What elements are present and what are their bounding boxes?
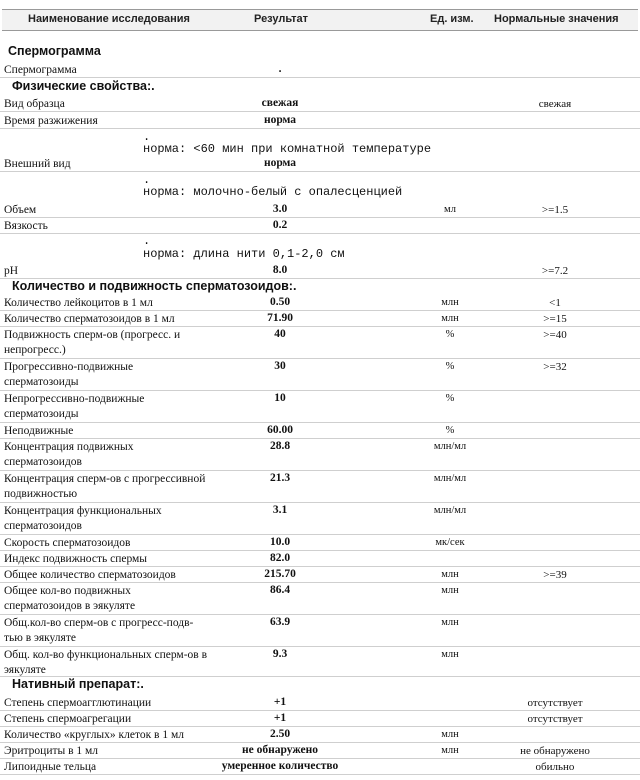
table-row	[0, 262, 640, 279]
table-row	[0, 61, 640, 78]
table-row	[0, 550, 640, 567]
row-unit: млн	[441, 585, 459, 596]
row-name: Концентрация сперм-ов с прогрессивной подвижностью	[4, 473, 206, 500]
row-name: Время разжижения	[4, 115, 98, 127]
row-result: не обнаружено	[242, 744, 318, 756]
table-row	[0, 112, 640, 129]
row-name: Внешний вид	[4, 158, 71, 170]
section-native: Нативный препарат:.	[12, 677, 144, 691]
row-name: Общее кол-во подвижных сперматозоидов в эякуляте	[4, 585, 136, 612]
row-name: Общ. кол-во функциональных сперм-ов в эякуляте	[4, 649, 208, 676]
row-result: 3.0	[272, 203, 288, 215]
row-note: норма: молочно-белый с опалесценцией	[143, 185, 403, 199]
row-norm: >=40	[543, 329, 567, 341]
table-row	[0, 358, 640, 391]
section-physical: Физические свойства:.	[12, 79, 155, 93]
row-result: 8.0	[272, 264, 288, 276]
row-name: Общ.кол-во сперм-ов с прогресс-подв-тью в эякуляте	[4, 617, 194, 644]
row-result: 30	[274, 360, 286, 372]
header-unit: Ед. изм.	[430, 13, 474, 25]
row-unit: млн/мл	[433, 505, 467, 516]
row-result: свежая	[261, 97, 299, 109]
row-result: норма	[263, 114, 297, 126]
row-result: 63.9	[269, 616, 291, 628]
row-unit: %	[445, 425, 455, 436]
table-row	[0, 694, 640, 711]
row-note: норма: длина нити 0,1-2,0 см	[143, 247, 345, 261]
table-row	[0, 582, 640, 615]
row-result: +1	[273, 712, 287, 724]
table-row	[0, 155, 640, 172]
row-unit: млн	[441, 617, 459, 628]
row-unit: млн	[441, 297, 459, 308]
row-result: 3.1	[272, 504, 288, 516]
row-result: 9.3	[272, 648, 288, 660]
table-row	[0, 294, 640, 311]
row-name: Концентрация функциональных сперматозоидов	[4, 505, 162, 532]
row-name: Объем	[4, 204, 37, 216]
row-name: Степень спермоагглютинации	[4, 697, 152, 709]
row-unit: %	[445, 393, 455, 404]
table-row	[0, 646, 640, 677]
row-norm: отсутствует	[527, 713, 583, 725]
row-comment: .	[143, 173, 151, 187]
row-unit: %	[445, 329, 455, 340]
row-name: Прогрессивно-подвижные сперматозоиды	[4, 361, 134, 388]
row-name: Количество «круглых» клеток в 1 мл	[4, 729, 184, 741]
table-row	[0, 470, 640, 503]
table-row	[0, 502, 640, 535]
row-name: Количество лейкоцитов в 1 мл	[4, 297, 153, 309]
row-result: 10.0	[269, 536, 291, 548]
row-norm: >=1.5	[541, 204, 569, 216]
row-name: Вид образца	[4, 98, 65, 110]
row-result: 215.70	[264, 568, 296, 580]
row-name: Непрогрессивно-подвижные сперматозоиды	[4, 393, 145, 420]
row-name: Липоидные тельца	[4, 761, 97, 773]
row-result: умеренное количество	[221, 760, 339, 772]
row-unit: млн	[441, 745, 459, 756]
row-norm: >=39	[543, 569, 567, 581]
row-result: 40	[274, 328, 286, 340]
row-result: 71.90	[267, 312, 293, 324]
table-row	[0, 201, 640, 218]
table-row	[0, 326, 640, 359]
section-quantity: Количество и подвижность сперматозоидов:.	[12, 279, 297, 293]
row-result: 82.0	[269, 552, 291, 564]
row-unit: мл	[444, 204, 456, 215]
table-row	[0, 310, 640, 327]
row-norm: >=32	[543, 361, 567, 373]
table-row	[0, 726, 640, 743]
row-norm: <1	[549, 297, 561, 309]
row-name: Индекс подвижность спермы	[4, 553, 148, 565]
row-unit: млн	[441, 569, 459, 580]
table-row	[0, 566, 640, 583]
row-unit: %	[445, 361, 455, 372]
row-result: .	[278, 63, 282, 75]
row-name: Общее количество сперматозоидов	[4, 569, 176, 581]
row-result: 28.8	[269, 440, 291, 452]
row-norm: >=15	[543, 313, 567, 325]
table-header	[2, 9, 638, 31]
table-row	[0, 217, 640, 234]
header-result: Результат	[254, 13, 309, 25]
header-norm: Нормальные значения	[494, 13, 619, 25]
report-title: Спермограмма	[8, 44, 101, 58]
table-row	[0, 758, 640, 775]
row-result: 0.50	[269, 296, 291, 308]
row-name: Степень спермоагрегации	[4, 713, 132, 725]
row-norm: обильно	[535, 761, 575, 773]
row-unit: млн/мл	[433, 473, 467, 484]
row-name: Эритроциты в 1 мл	[4, 745, 99, 757]
row-name: Скорость сперматозоидов	[4, 537, 131, 549]
row-norm: свежая	[538, 98, 572, 110]
table-row	[0, 614, 640, 647]
row-result: 0.2	[272, 219, 288, 231]
row-note: норма: <60 мин при комнатной температуре	[143, 142, 432, 156]
row-name: Концентрация подвижных сперматозоидов	[4, 441, 134, 468]
row-result: 2.50	[269, 728, 291, 740]
table-row	[0, 390, 640, 423]
row-name: Подвижность сперм-ов (прогресс. и непрогресс.)	[4, 329, 181, 356]
row-result: 21.3	[269, 472, 291, 484]
row-name: Вязкость	[4, 220, 48, 232]
row-result: 10	[274, 392, 286, 404]
row-unit: мк/сек	[435, 537, 465, 548]
row-unit: млн	[441, 729, 459, 740]
row-name: Неподвижные	[4, 425, 74, 437]
row-comment: .	[143, 234, 151, 248]
row-result: +1	[273, 696, 287, 708]
table-row	[0, 742, 640, 759]
row-norm: не обнаружено	[520, 745, 590, 757]
table-row	[0, 710, 640, 727]
row-result: норма	[263, 157, 297, 169]
table-row	[0, 95, 640, 112]
row-name: pH	[4, 265, 19, 277]
header-name: Наименование исследования	[28, 13, 190, 25]
row-norm: отсутствует	[527, 697, 583, 709]
row-unit: млн	[441, 313, 459, 324]
row-unit: млн/мл	[433, 441, 467, 452]
table-row	[0, 422, 640, 439]
row-norm: >=7.2	[541, 265, 569, 277]
table-row	[0, 438, 640, 471]
row-unit: млн	[441, 649, 459, 660]
row-name: Количество сперматозоидов в 1 мл	[4, 313, 175, 325]
row-comment: .	[143, 130, 151, 144]
row-name: Спермограмма	[4, 64, 77, 76]
table-row	[0, 534, 640, 551]
row-result: 86.4	[269, 584, 291, 596]
row-result: 60.00	[267, 424, 293, 436]
